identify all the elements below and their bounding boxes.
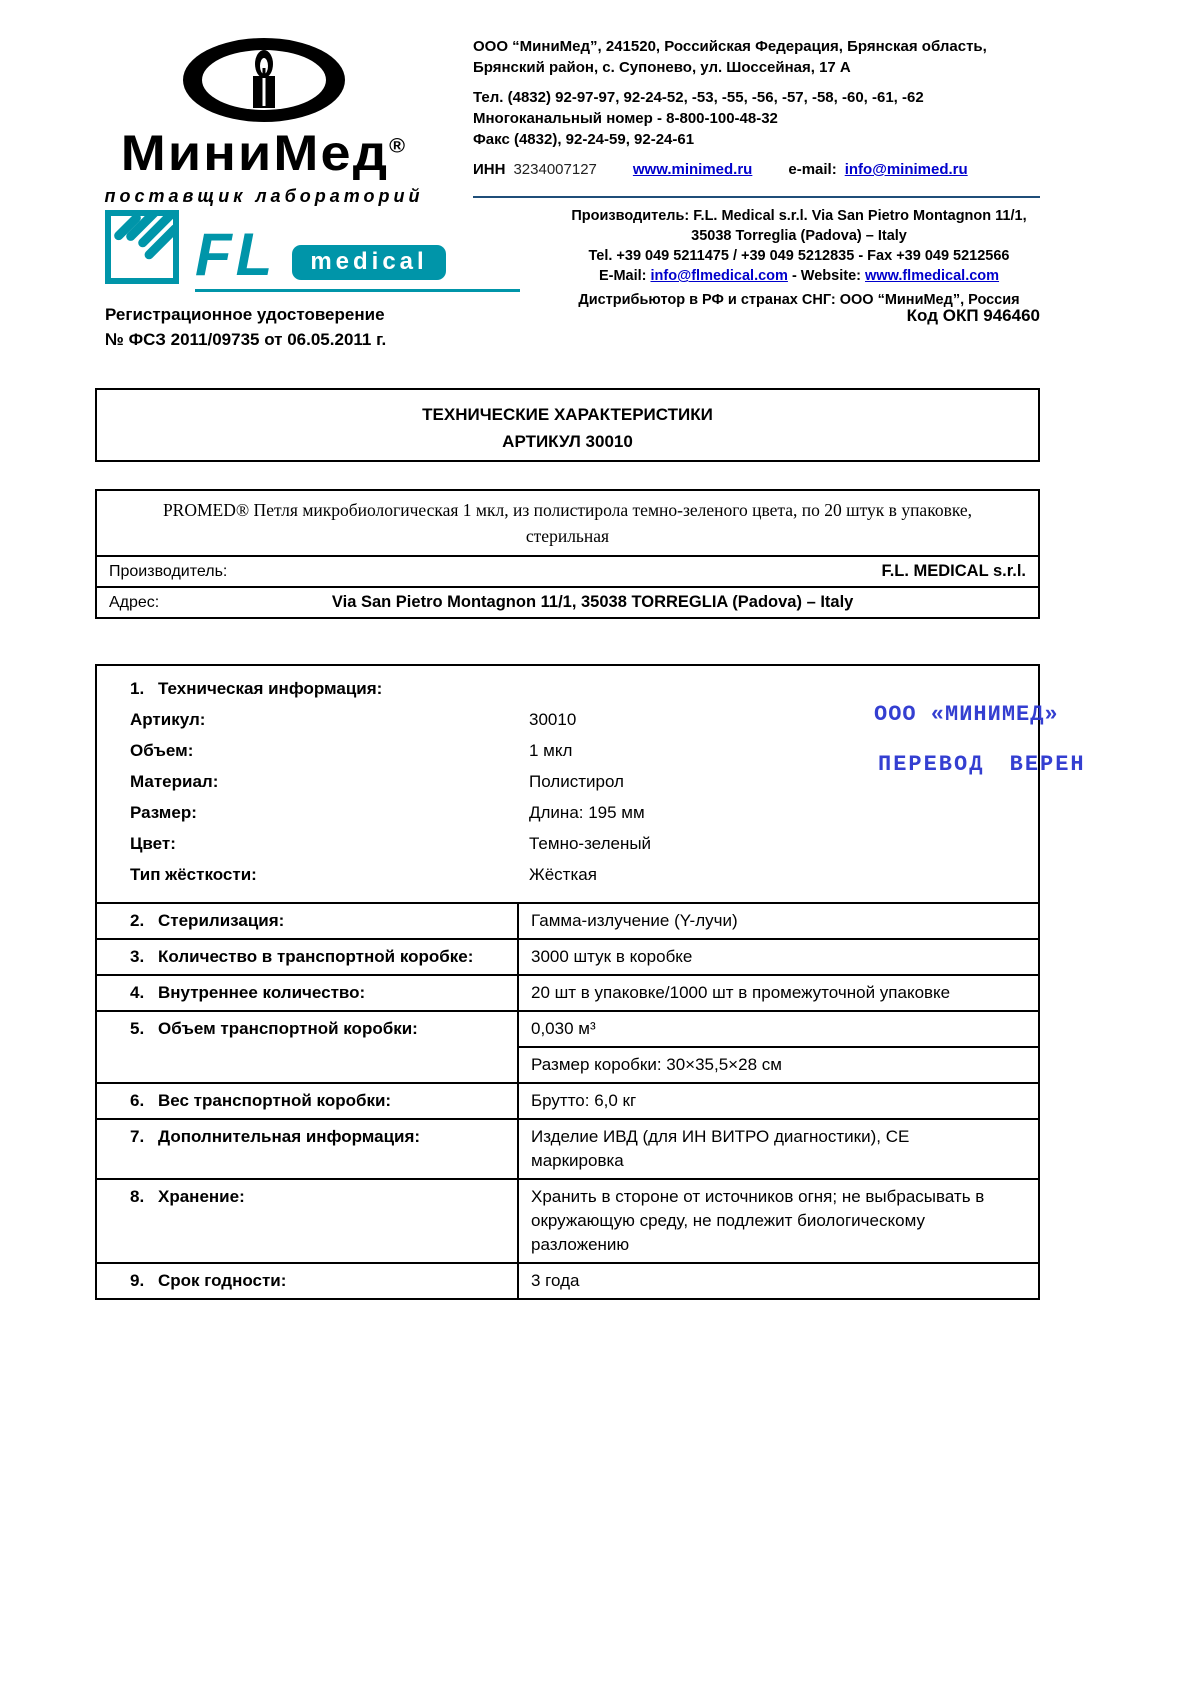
- row-label: [97, 976, 517, 1010]
- row-label-text: Количество в транспортной коробке:: [158, 947, 474, 966]
- row-label: [97, 1264, 517, 1298]
- section1-number: 1.: [130, 679, 145, 698]
- product-box: [95, 489, 1040, 619]
- row-value-line: маркировка: [531, 1151, 624, 1170]
- row-value: 3000 штук в коробке: [517, 940, 1038, 974]
- contact-phone-line: Тел. (4832) 92-97-97, 92-24-52, -53, -55, -56, -57, -58, -60, -61, -62: [473, 89, 924, 106]
- row-number: 9.: [130, 1271, 145, 1290]
- row-value-line: окружающую среду, не подлежит биологическому: [531, 1211, 925, 1230]
- spec-row-sterilization: [97, 902, 1038, 938]
- contact-multichannel-line: Многоканальный номер - 8-800-100-48-32: [473, 110, 778, 127]
- distributor-line: Дистрибьютор в РФ и странах СНГ: ООО “МиниМед”, Россия: [578, 292, 1020, 308]
- row-label: [97, 1084, 517, 1118]
- row-label: Размер:: [130, 803, 197, 822]
- brand-text: МиниМед: [120, 125, 390, 181]
- product-manufacturer-value: F.L. MEDICAL s.r.l.: [881, 562, 1026, 580]
- fl-hand-icon: [105, 210, 179, 284]
- contact-fax-line: Факс (4832), 92-24-59, 92-24-61: [473, 131, 695, 148]
- row-number: 4.: [130, 983, 145, 1002]
- brand-tagline: поставщик лабораторий: [104, 186, 424, 206]
- row-value: [517, 1012, 1038, 1082]
- row-value: Темно-зеленый: [529, 834, 652, 853]
- producer-line1: Производитель: F.L. Medical s.r.l. Via San Pietro Montagnon 11/1,: [571, 208, 1027, 224]
- translation-stamp-line2: ПЕРЕВОД ВЕРЕН: [878, 752, 1086, 777]
- row-value: Брутто: 6,0 кг: [517, 1084, 1038, 1118]
- row-label-text: Стерилизация:: [158, 911, 285, 930]
- spec-row-size: [97, 797, 1038, 828]
- row-label: Материал:: [130, 772, 219, 791]
- box-size-value: Размер коробки: 30×35,5×28 см: [519, 1046, 1038, 1082]
- row-label-text: Хранение:: [158, 1187, 245, 1206]
- row-value: 3 года: [517, 1264, 1038, 1298]
- row-number: 8.: [130, 1187, 145, 1206]
- row-label: Артикул:: [130, 710, 206, 729]
- contact-address-line1: ООО “МиниМед”, 241520, Российская Федерация, Брянская область,: [473, 38, 987, 55]
- row-value: 1 мкл: [529, 741, 573, 760]
- row-number: 3.: [130, 947, 145, 966]
- row-label: [97, 1180, 517, 1262]
- row-label-text: Объем транспортной коробки:: [158, 1019, 418, 1038]
- inn-value: 3234007127: [513, 161, 597, 178]
- row-label-text: Вес транспортной коробки:: [158, 1091, 392, 1110]
- row-number: 2.: [130, 911, 145, 930]
- registration-line2: № ФСЗ 2011/09735 от 06.05.2011 г.: [105, 330, 387, 349]
- producer-email-label: E-Mail:: [598, 268, 647, 284]
- section1-title: [97, 674, 1038, 704]
- product-manufacturer-label: Производитель:: [109, 562, 228, 580]
- producer-website-label: - Website:: [791, 268, 861, 284]
- product-address-label: Адрес:: [109, 593, 160, 611]
- row-label-text: Внутреннее количество:: [158, 983, 366, 1002]
- product-description-line2: стерильная: [525, 526, 610, 546]
- inn-row: [473, 159, 1048, 180]
- box-volume-value: 0,030 м³: [531, 1019, 596, 1038]
- inn-label: ИНН: [473, 161, 506, 178]
- title-line2: АРТИКУЛ 30010: [502, 432, 633, 451]
- flmedical-site-link[interactable]: www.flmedical.com: [865, 268, 1000, 284]
- okp-code: Код ОКП 946460: [906, 306, 1040, 325]
- spec-row-storage: [97, 1178, 1038, 1262]
- row-label: Объем:: [130, 741, 194, 760]
- row-value: Гамма-излучение (Y-лучи): [517, 904, 1038, 938]
- row-label: [97, 940, 517, 974]
- producer-line2: 35038 Torreglia (Padova) – Italy: [691, 228, 907, 244]
- candle-icon: [179, 34, 349, 126]
- row-label: Тип жёсткости:: [130, 865, 257, 884]
- row-number: 5.: [130, 1019, 145, 1038]
- spec-row-box-quantity: [97, 938, 1038, 974]
- row-value: 20 шт в упаковке/1000 шт в промежуточной упаковке: [517, 976, 1038, 1010]
- minimed-site-link[interactable]: www.minimed.ru: [632, 161, 753, 178]
- title-box: [95, 388, 1040, 462]
- fl-underline: [195, 289, 520, 292]
- row-label: Цвет:: [130, 834, 176, 853]
- product-address-row: [97, 586, 1038, 617]
- row-value: [517, 1120, 1038, 1178]
- row-value: [517, 1180, 1038, 1262]
- contact-block: [473, 36, 1048, 180]
- spec-row-shelf-life: [97, 1262, 1038, 1298]
- row-label: [97, 1120, 517, 1178]
- producer-line3: Tel. +39 049 5211475 / +39 049 5212835 - Fax +39 049 5212566: [588, 248, 1010, 264]
- fl-medical-logo: [105, 210, 525, 292]
- producer-block: [553, 206, 1045, 310]
- spec-row-additional-info: [97, 1118, 1038, 1178]
- product-manufacturer-row: [97, 555, 1038, 586]
- spec-row-color: [97, 828, 1038, 859]
- minimed-email-link[interactable]: info@minimed.ru: [844, 161, 968, 178]
- fl-letters: FL: [195, 221, 277, 288]
- spec-row-box-volume: [97, 1010, 1038, 1082]
- row-label: [97, 904, 517, 938]
- minimed-logo: [98, 34, 430, 207]
- product-description: [97, 491, 1038, 555]
- title-line1: ТЕХНИЧЕСКИЕ ХАРАКТЕРИСТИКИ: [422, 405, 713, 424]
- row-label-text: Дополнительная информация:: [158, 1127, 421, 1146]
- row-number: 6.: [130, 1091, 145, 1110]
- registration-certificate: [105, 302, 386, 352]
- spec-row-inner-quantity: [97, 974, 1038, 1010]
- flmedical-email-link[interactable]: info@flmedical.com: [650, 268, 788, 284]
- row-value: Полистирол: [529, 772, 624, 791]
- registration-line1: Регистрационное удостоверение: [105, 305, 385, 324]
- row-value-line: Хранить в стороне от источников огня; не выбрасывать в: [531, 1187, 985, 1206]
- row-label-text: Срок годности:: [158, 1271, 287, 1290]
- translation-stamp-line1: ООО «МИНИМЕД»: [874, 702, 1059, 727]
- row-value: Жёсткая: [529, 865, 597, 884]
- fl-medical-wordmark: medical: [292, 245, 445, 280]
- contact-address-line2: Брянский район, с. Супонево, ул. Шоссейная, 17 А: [473, 59, 851, 76]
- email-label: e-mail:: [788, 161, 837, 178]
- row-value-line: разложению: [531, 1235, 630, 1254]
- row-value: 30010: [529, 710, 577, 729]
- row-number: 7.: [130, 1127, 145, 1146]
- spec-row-box-weight: [97, 1082, 1038, 1118]
- section1-title-text: Техническая информация:: [158, 679, 383, 698]
- registered-mark: ®: [389, 135, 408, 158]
- header-divider: [473, 196, 1040, 198]
- product-address-value: Via San Pietro Montagnon 11/1, 35038 TORREGLIA (Padova) – Italy: [331, 593, 854, 611]
- row-label: [97, 1012, 517, 1082]
- brand-name: [85, 125, 444, 181]
- producer-line4: [553, 266, 1045, 286]
- row-value: Длина: 195 мм: [529, 803, 645, 822]
- product-description-line1: PROMED® Петля микробиологическая 1 мкл, из полистирола темно-зеленого цвета, по 20 штук в упаковке,: [162, 500, 973, 520]
- row-value-line: Изделие ИВД (для ИН ВИТРО диагностики), СЕ: [531, 1127, 910, 1146]
- spec-row-stiffness: [97, 859, 1038, 890]
